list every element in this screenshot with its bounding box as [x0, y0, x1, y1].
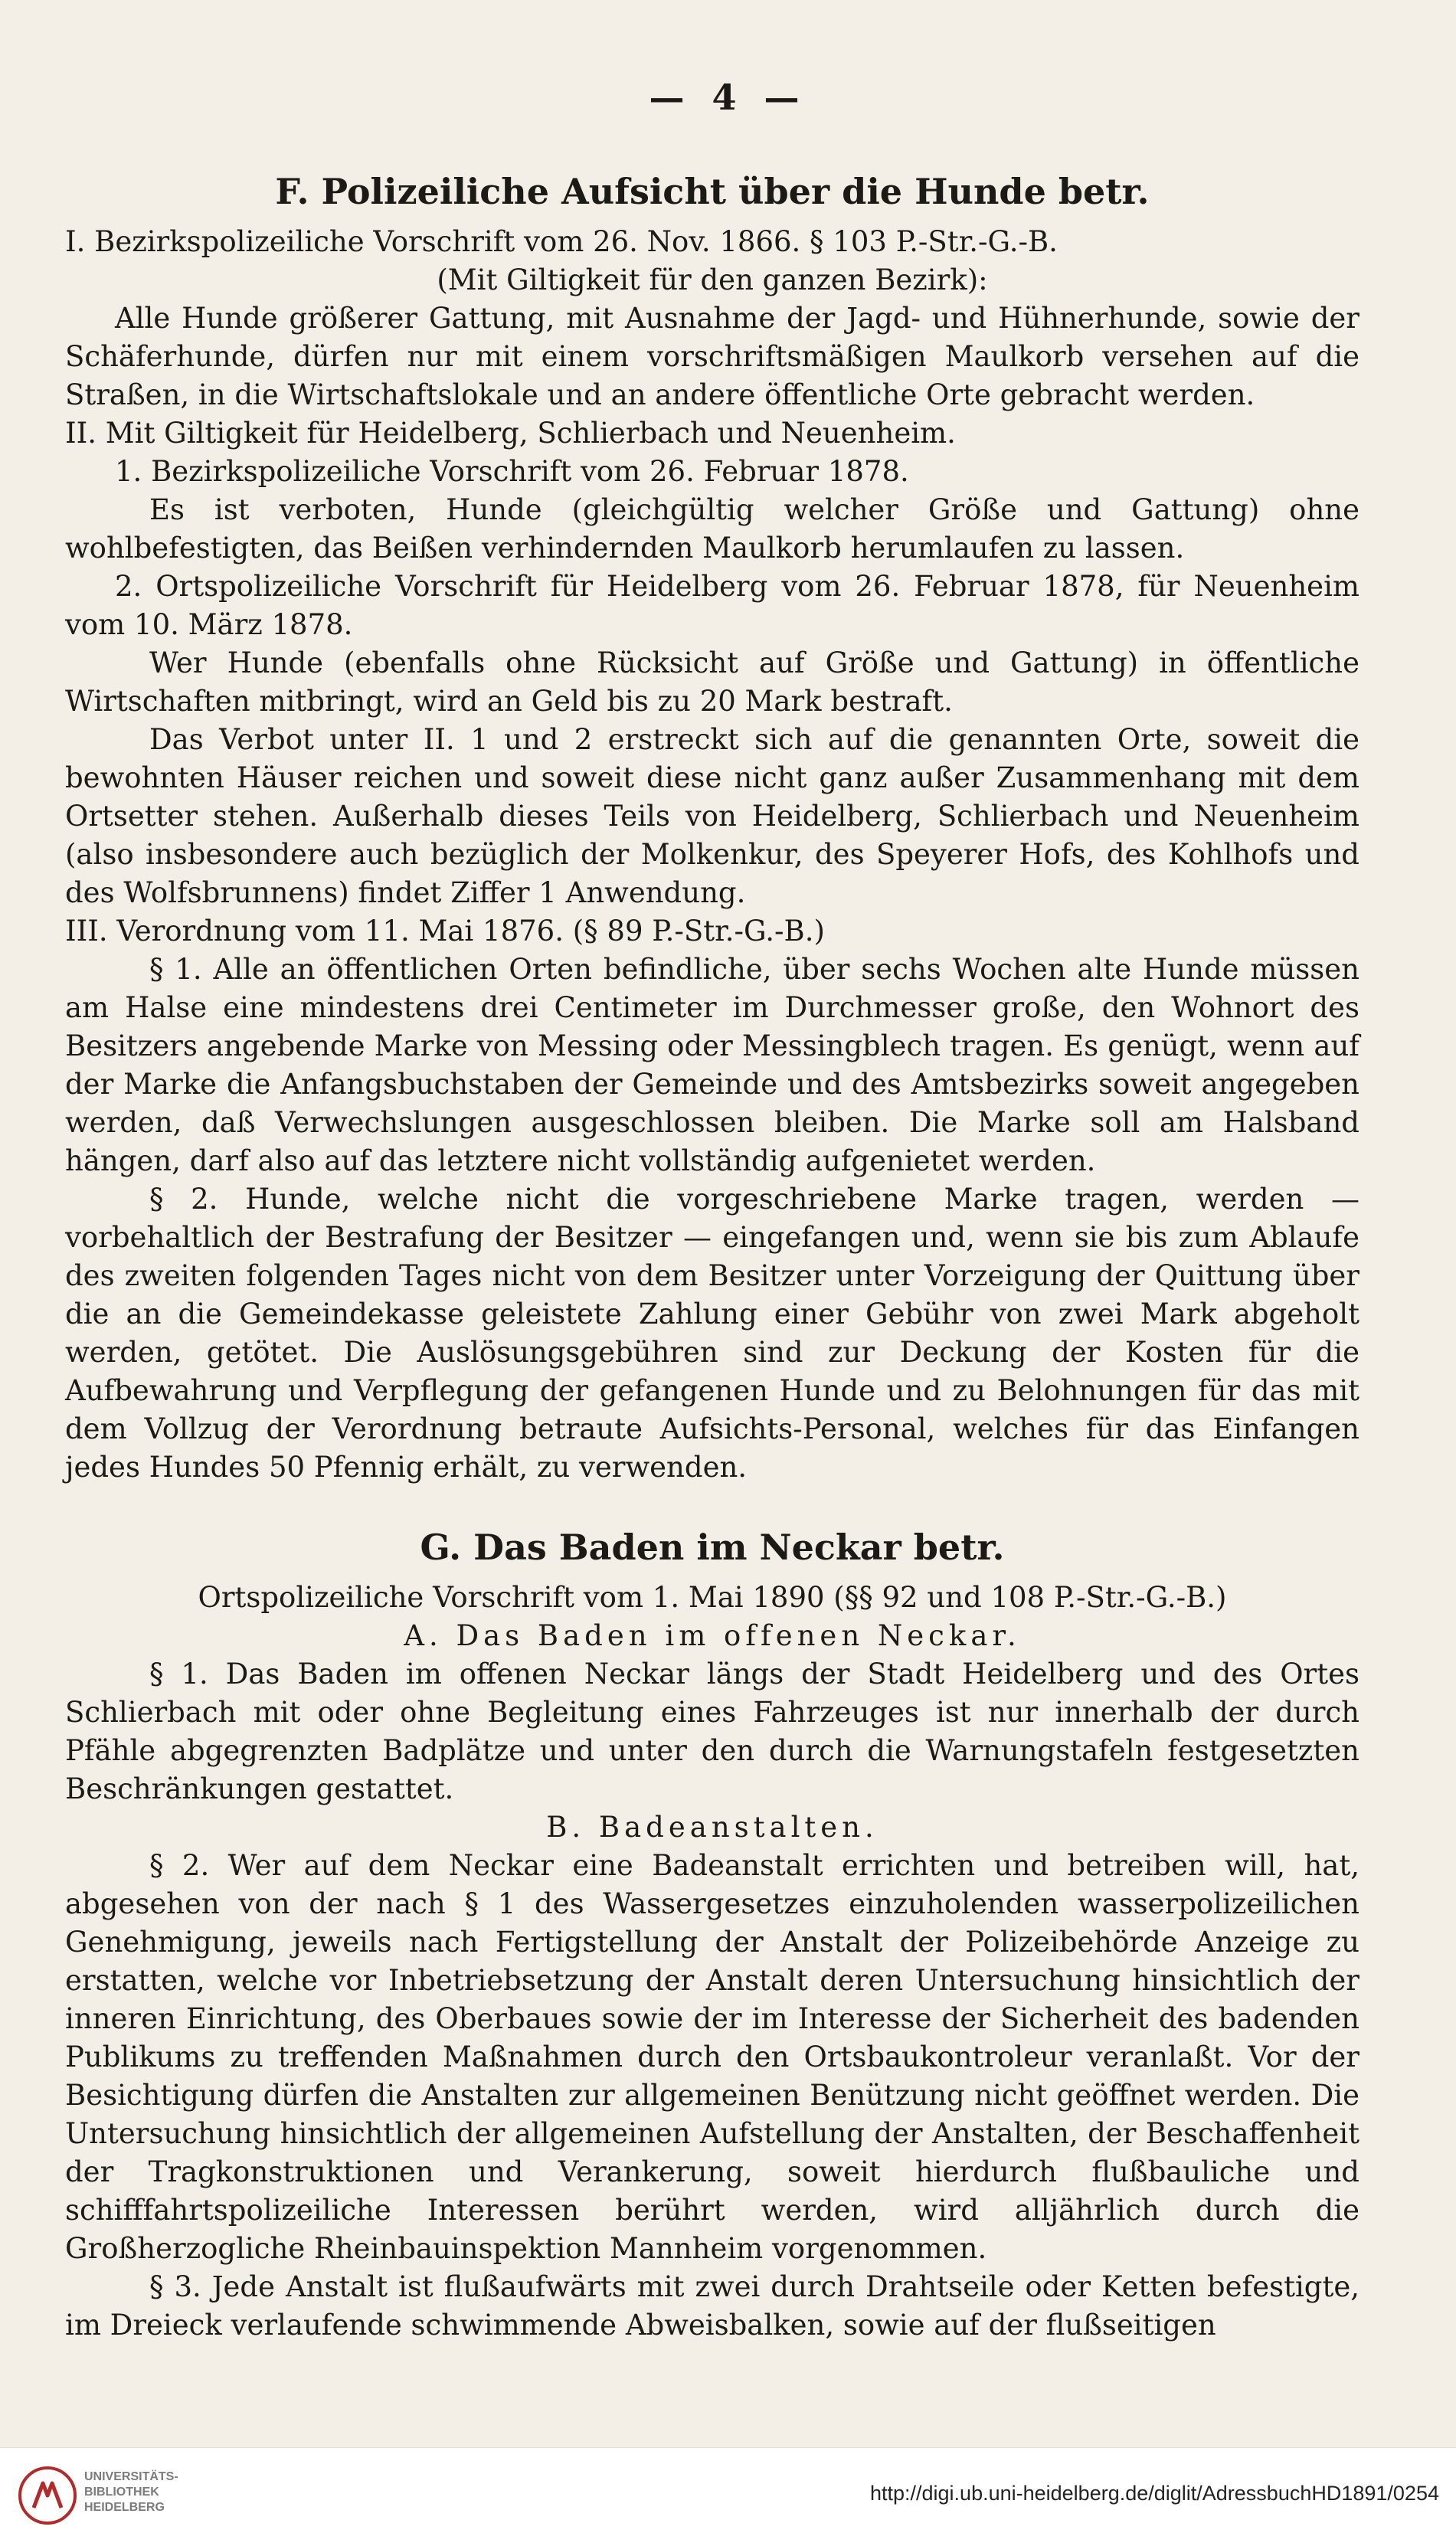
paragraph: § 2. Wer auf dem Neckar eine Badeanstalt errichten und betreiben will, hat, abgesehen von der nach § 1 des Wassergesetzes einzuholenden wasserpolizeilichen Genehmigung, jeweils nach Fertigstellung der Anstalt der Polizeibehörde Anzeige zu erstatten, welche vor Inbetriebsetzung der Anstalt deren Untersuchung hinsichtlich der inneren Einrichtung, des Oberbaues sowie der im Interesse der Sicherheit des badenden Publikums zu treffenden Maßnahmen durch den Ortsbaukontroleur veranlaßt. Vor der Besichtigung dürfen die Anstalten zur allgemeinen Benützung nicht geöffnet werden. Die Untersuchung hinsichtlich der allgemeinen Aufstellung der Anstalten, der Beschaffenheit der Tragkonstruktionen und Verankerung, soweit hierdurch flußbauliche und schifffahrtspolizeiliche Interessen berührt werden, wird alljährlich durch die Großherzogliche Rheinbauinspektion Mannheim vorgenommen.: [65, 1849, 1359, 2265]
regulation-scope: (Mit Giltigkeit für den ganzen Bezirk):: [437, 263, 988, 296]
regulation-title: I. Bezirkspolizeiliche Vorschrift vom 26. Nov. 1866. § 103 P.-Str.-G.-B.: [65, 225, 1058, 258]
university-seal-icon: [17, 2465, 78, 2526]
paragraph: § 3. Jede Anstalt ist flußaufwärts mit zwei durch Drahtseile oder Ketten befestigte, im Dreieck verlaufende schwimmende Abweisbalken, sowie auf der flußseitigen: [65, 2270, 1359, 2342]
regulation-title: III. Verordnung vom 11. Mai 1876. (§ 89 P.-Str.-G.-B.): [65, 915, 825, 947]
library-name-line: BIBLIOTHEK: [84, 2486, 159, 2499]
subsection-title: B. Badeanstalten.: [546, 1811, 879, 1844]
paragraph: Alle Hunde größerer Gattung, mit Ausnahme der Jagd- und Hühnerhunde, sowie der Schäferhunde, dürfen nur mit einem vorschriftsmäßigen Maulkorb versehen auf die Straßen, in die Wirtschaftslokale und an andere öffentliche Orte gebracht werden.: [65, 302, 1359, 411]
library-name-line: UNIVERSITÄTS-: [84, 2470, 178, 2483]
paragraph: Das Verbot unter II. 1 und 2 erstreckt sich auf die genannten Orte, soweit die bewohnten Häuser reichen und soweit diese nicht ganz außer Zusammenhang mit dem Ortsetter stehen. Außerhalb dieses Teils von Heidelberg, Schlierbach und Neuenheim (also insbesondere auch bezüglich der Molkenkur, des Speyerer Hofs, des Kohlhofs und des Wolfsbrunnens) findet Ziffer 1 Anwendung.: [65, 723, 1359, 909]
paragraph: Es ist verboten, Hunde (gleichgültig welcher Größe und Gattung) ohne wohlbefestigten, das Beißen verhindernden Maulkorb herumlaufen zu lassen.: [65, 493, 1359, 565]
section-heading-g: G. Das Baden im Neckar betr.: [420, 1527, 1005, 1568]
regulation-title: Ortspolizeiliche Vorschrift vom 1. Mai 1890 (§§ 92 und 108 P.-Str.-G.-B.): [198, 1581, 1227, 1614]
regulation-title: II. Mit Giltigkeit für Heidelberg, Schlierbach und Neuenheim.: [65, 417, 956, 450]
footer-bar: [0, 2447, 1456, 2543]
source-url-link[interactable]: http://digi.ub.uni-heidelberg.de/diglit/AdressbuchHD1891/0254: [869, 2482, 1439, 2505]
paragraph: § 2. Hunde, welche nicht die vorgeschriebene Marke tragen, werden — vorbehaltlich der Bestrafung der Besitzer — eingefangen und, wenn sie bis zum Ablaufe des zweiten folgenden Tages nicht von dem Besitzer unter Vorzeigung der Quittung über die an die Gemeindekasse geleistete Zahlung einer Gebühr von zwei Mark abgeholt werden, getötet. Die Auslösungsgebühren sind zur Deckung der Kosten für die Aufbewahrung und Verpflegung der gefangenen Hunde und zu Belohnungen für das mit dem Vollzug der Verordnung betraute Aufsichts-Personal, welches für das Einfangen jedes Hundes 50 Pfennig erhält, zu verwenden.: [65, 1183, 1359, 1484]
subsection-title: 2. Ortspolizeiliche Vorschrift für Heidelberg vom 26. Februar 1878, für Neuenheim vom 10. März 1878.: [65, 570, 1359, 641]
paragraph: Wer Hunde (ebenfalls ohne Rücksicht auf Größe und Gattung) in öffentliche Wirtschaften mitbringt, wird an Geld bis zu 20 Mark bestraft.: [65, 646, 1359, 718]
paragraph: § 1. Alle an öffentlichen Orten befindliche, über sechs Wochen alte Hunde müssen am Halse eine mindestens drei Centimeter im Durchmesser große, den Wohnort des Besitzers angebende Marke von Messing oder Messingblech tragen. Es genügt, wenn auf der Marke die Anfangsbuchstaben der Gemeinde und des Amtsbezirks soweit angegeben werden, daß Verwechslungen ausgeschlossen bleiben. Die Marke soll am Halsband hängen, darf also auf das letztere nicht vollständig aufgenietet werden.: [65, 953, 1359, 1177]
subsection-title: 1. Bezirkspolizeiliche Vorschrift vom 26. Februar 1878.: [115, 455, 909, 488]
page-number: — 4 —: [649, 77, 807, 118]
library-name: [84, 2469, 178, 2515]
section-heading-f: F. Polizeiliche Aufsicht über die Hunde betr.: [275, 171, 1150, 212]
paragraph: § 1. Das Baden im offenen Neckar längs der Stadt Heidelberg und des Ortes Schlierbach mit oder ohne Begleitung eines Fahrzeuges ist nur innerhalb der durch Pfähle abgegrenzten Badplätze und unter den durch die Warnungstafeln festgesetzten Beschränkungen gestattet.: [65, 1658, 1359, 1805]
page-text: [65, 165, 1359, 2345]
subsection-title: A. Das Baden im offenen Neckar.: [404, 1619, 1021, 1652]
library-name-line: HEIDELBERG: [84, 2501, 165, 2514]
